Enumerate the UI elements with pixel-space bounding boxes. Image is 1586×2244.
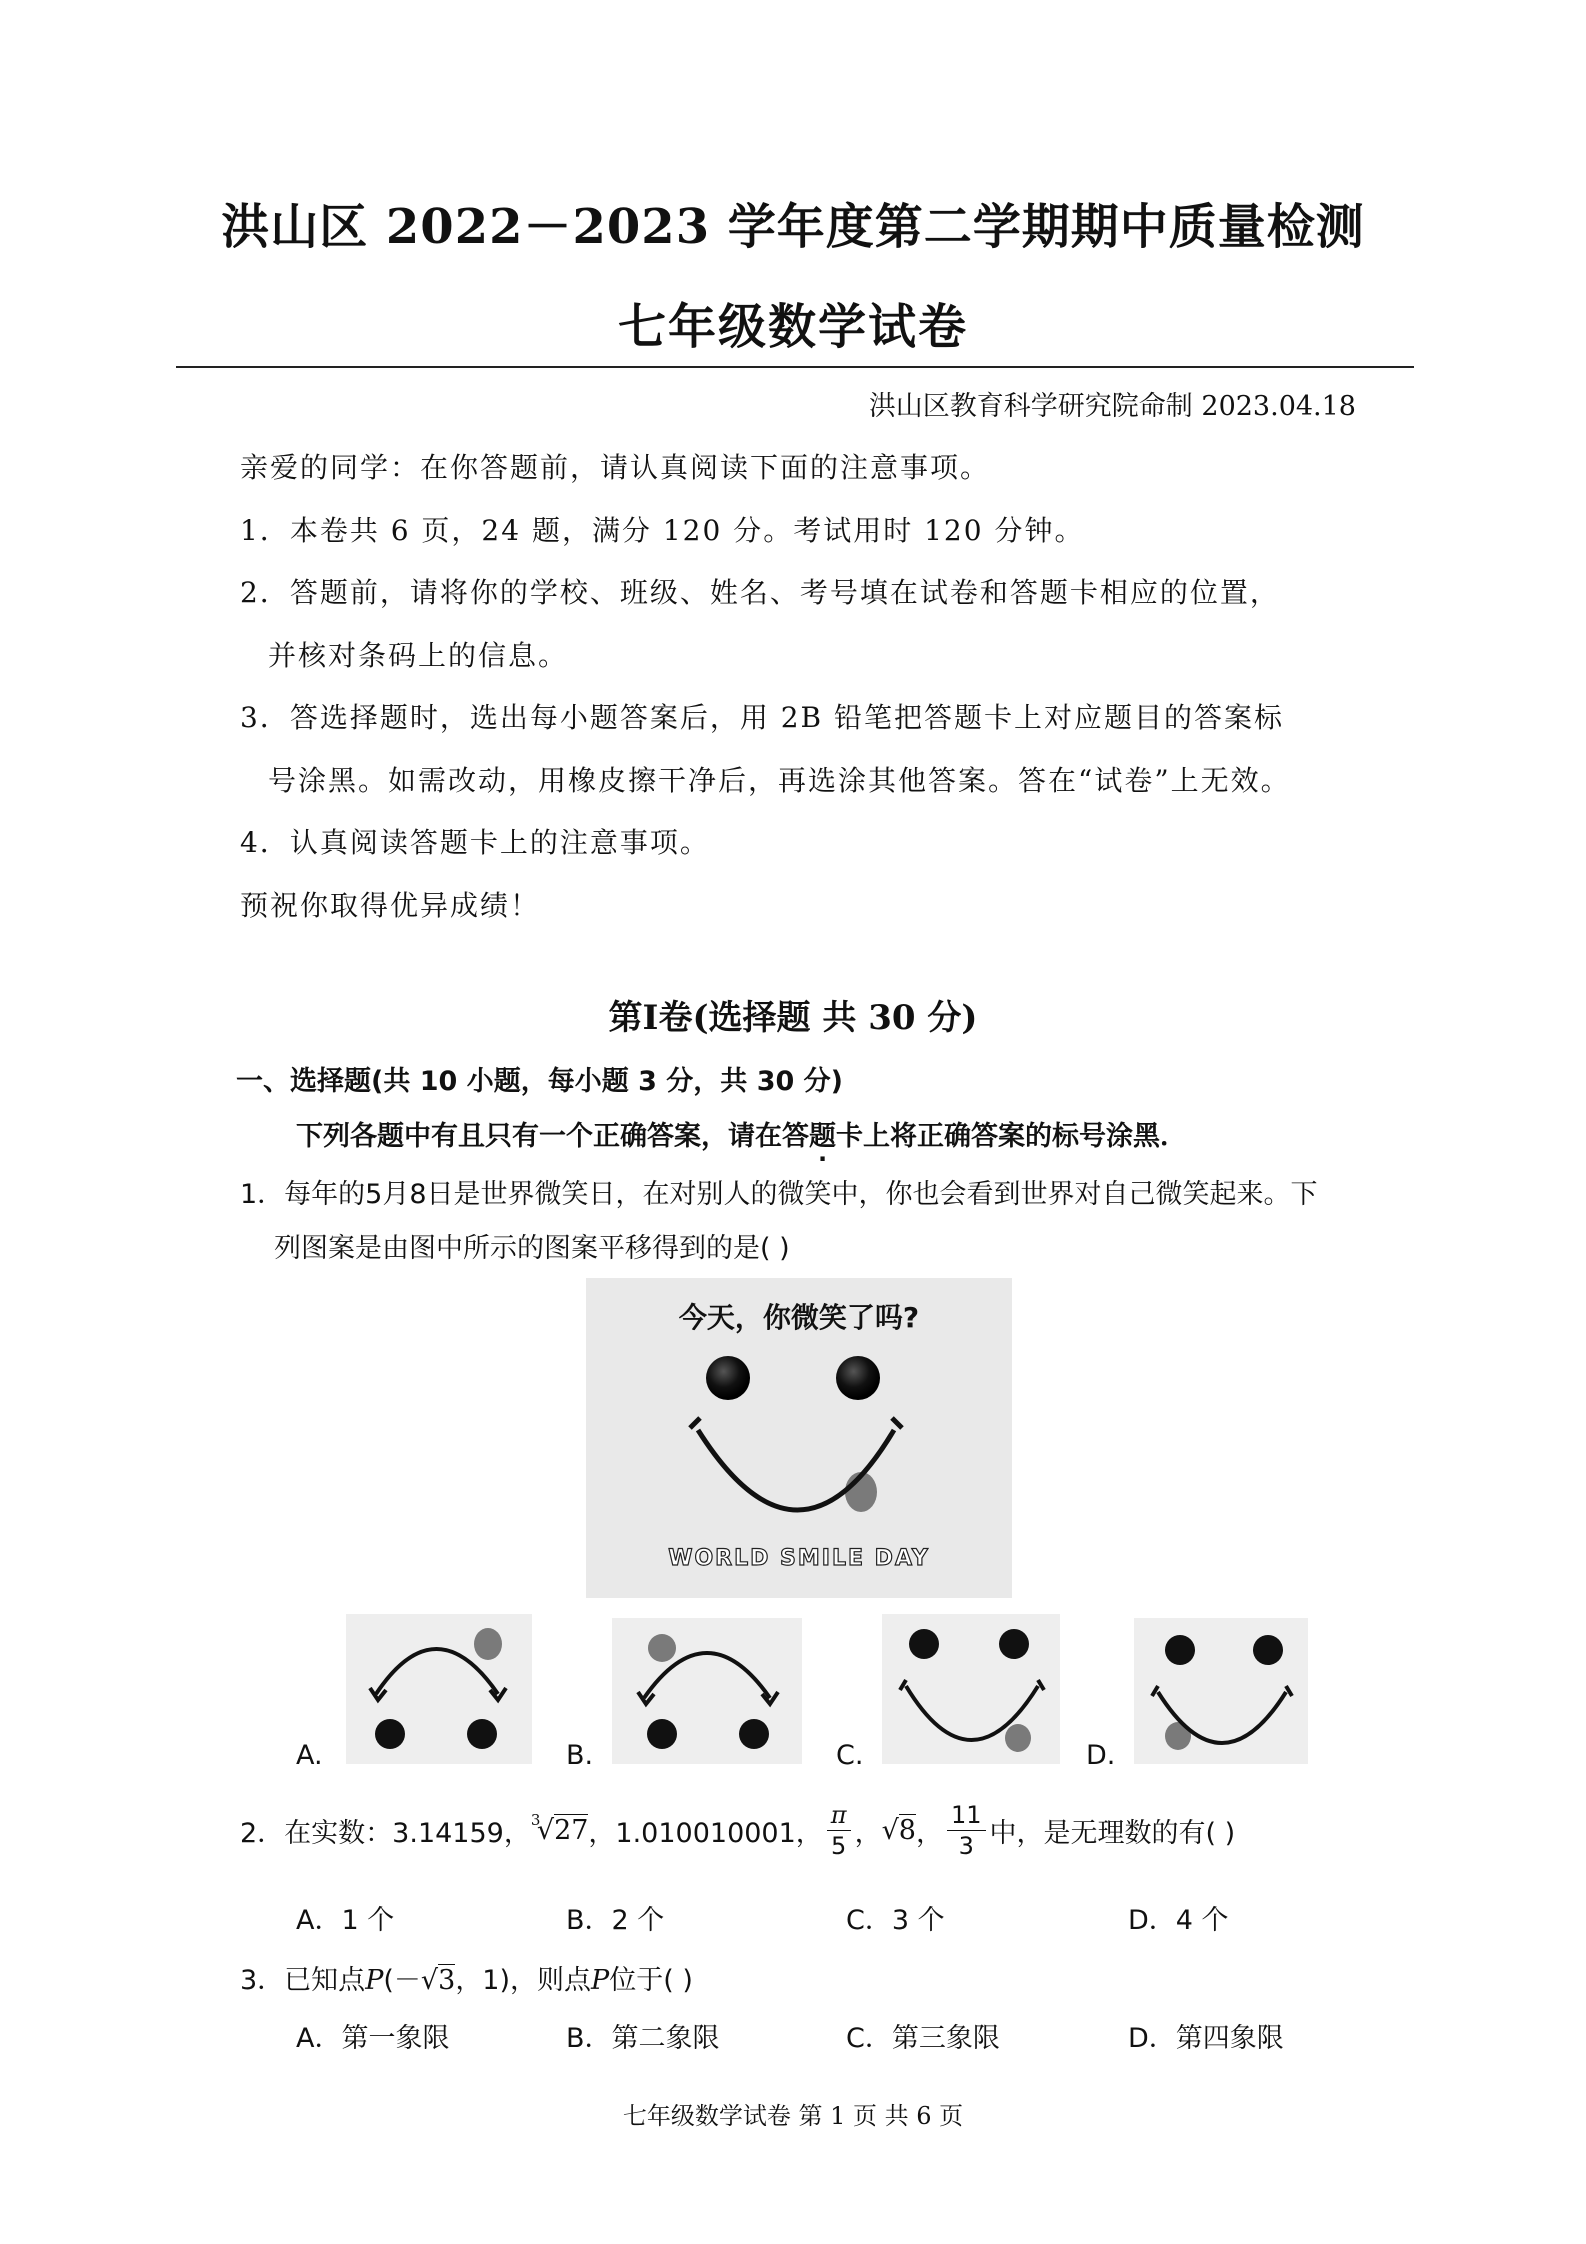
notice-item-2: 2．答题前，请将你的学校、班级、姓名、考号填在试卷和答题卡相应的位置， (240, 576, 1280, 609)
q3-coords-pre: (－ (383, 1965, 421, 1996)
instruction-text: 下列各题中有且只有一个正确答案，请在 (296, 1121, 782, 1152)
sqrt3-radicand: 3 (438, 1965, 456, 1996)
image-caption: 今天，你微笑了吗? (678, 1301, 920, 1334)
q3-option-d: D．第四象限 (1128, 2023, 1284, 2054)
cbrt-radicand: 27 (554, 1815, 589, 1846)
notice-item-2-cont: 并核对条码上的信息。 (268, 639, 569, 672)
q2-option-b: B．2 个 (566, 1905, 665, 1936)
header-divider (176, 366, 1414, 368)
q3-option-a: A．第一象限 (296, 2023, 450, 2054)
q2-option-d: D．4 个 (1128, 1905, 1229, 1936)
pi-denominator: 5 (831, 1832, 847, 1860)
sqrt8-radicand: 8 (898, 1815, 916, 1846)
q2-suffix: 中，是无理数的有( ) (989, 1818, 1236, 1849)
page-footer: 七年级数学试卷 第 1 页 共 6 页 (622, 2102, 964, 2130)
notice-item-4: 4．认真阅读答题卡上的注意事项。 (240, 826, 710, 859)
question-3 (240, 1958, 693, 1997)
q3-option-b: B．第二象限 (566, 2023, 720, 2054)
cbrt-index: 3 (530, 1811, 541, 1829)
q2-prefix: 2．在实数：3.14159， (240, 1818, 531, 1849)
q2-fraction (947, 1800, 986, 1861)
q2-sep-1: ， (854, 1818, 882, 1849)
notice-greeting: 亲爱的同学：在你答题前，请认真阅读下面的注意事项。 (240, 451, 991, 484)
fraction-denominator: 3 (958, 1832, 974, 1860)
q2-mid: ，1.010010001， (588, 1818, 823, 1849)
exam-subtitle: 七年级数学试卷 (617, 299, 968, 355)
part-instruction (296, 1114, 1187, 1153)
q1-option-b-label: B. (566, 1740, 594, 1771)
notice-wish: 预祝你取得优异成绩！ (240, 889, 541, 922)
q2-option-c: C．3 个 (846, 1905, 945, 1936)
notice-item-3-cont: 号涂黑。如需改动，用橡皮擦干净后，再选涂其他答案。答在“试卷”上无效。 (268, 764, 1291, 797)
part-heading: 一、选择题(共 10 小题，每小题 3 分，共 30 分) (236, 1066, 844, 1097)
fraction-numerator: 11 (947, 1800, 986, 1831)
q1-option-c-label: C. (836, 1740, 864, 1771)
option-b-face-icon (612, 1618, 802, 1764)
question-1-line-1: 1．每年的5月8日是世界微笑日，在对别人的微笑中，你也会看到世界对自己微笑起来。下 (240, 1179, 1318, 1210)
q1-option-a-image (346, 1614, 532, 1764)
q3-suffix: 位于( ) (609, 1965, 693, 1996)
q3-sqrt: √3 (420, 1965, 456, 1996)
q1-option-c-image (882, 1614, 1060, 1764)
q2-sep-2: ， (915, 1818, 943, 1849)
option-d-face-icon (1134, 1618, 1308, 1764)
q1-option-b-image (612, 1618, 802, 1764)
option-a-face-icon (346, 1614, 532, 1764)
issuer-line: 洪山区教育科学研究院命制 2023.04.18 (868, 391, 1356, 422)
q2-option-a: A．1 个 (296, 1905, 395, 1936)
instruction-emphasis: 答题卡 (782, 1121, 863, 1152)
q3-option-c: C．第三象限 (846, 2023, 1000, 2054)
notice-item-1: 1．本卷共 6 页，24 题，满分 120 分。考试用时 120 分钟。 (240, 514, 1085, 547)
q1-option-d-label: D. (1086, 1740, 1116, 1771)
notice-item-3: 3．答选择题时，选出每小题答案后，用 2B 铅笔把答题卡上对应题目的答案标 (240, 701, 1285, 734)
q2-cube-root: 3 √27 (530, 1811, 589, 1846)
q3-point: P (365, 1965, 384, 1996)
smiley-image (586, 1278, 1012, 1598)
instruction-text-end: 上将正确答案的标号涂黑． (863, 1121, 1187, 1152)
image-banner: WORLD SMILE DAY (668, 1546, 930, 1571)
question-2 (240, 1800, 1235, 1861)
q1-option-d-image (1134, 1618, 1308, 1764)
q3-point-2: P (591, 1965, 610, 1996)
section-title: 第I卷(选择题 共 30 分) (608, 998, 978, 1038)
q3-prefix: 3．已知点 (240, 1965, 366, 1996)
q2-sqrt8: √8 (881, 1815, 916, 1846)
q1-option-a-label: A. (296, 1740, 323, 1771)
pi-numerator: π (827, 1800, 851, 1831)
q2-pi-fraction (827, 1800, 851, 1861)
question-1-line-2: 列图案是由图中所示的图案平移得到的是( ) (274, 1233, 790, 1264)
option-c-face-icon (882, 1614, 1060, 1764)
exam-title: 洪山区 2022－2023 学年度第二学期期中质量检测 (221, 199, 1365, 255)
q3-coords-post: ，1)，则点 (455, 1965, 592, 1996)
